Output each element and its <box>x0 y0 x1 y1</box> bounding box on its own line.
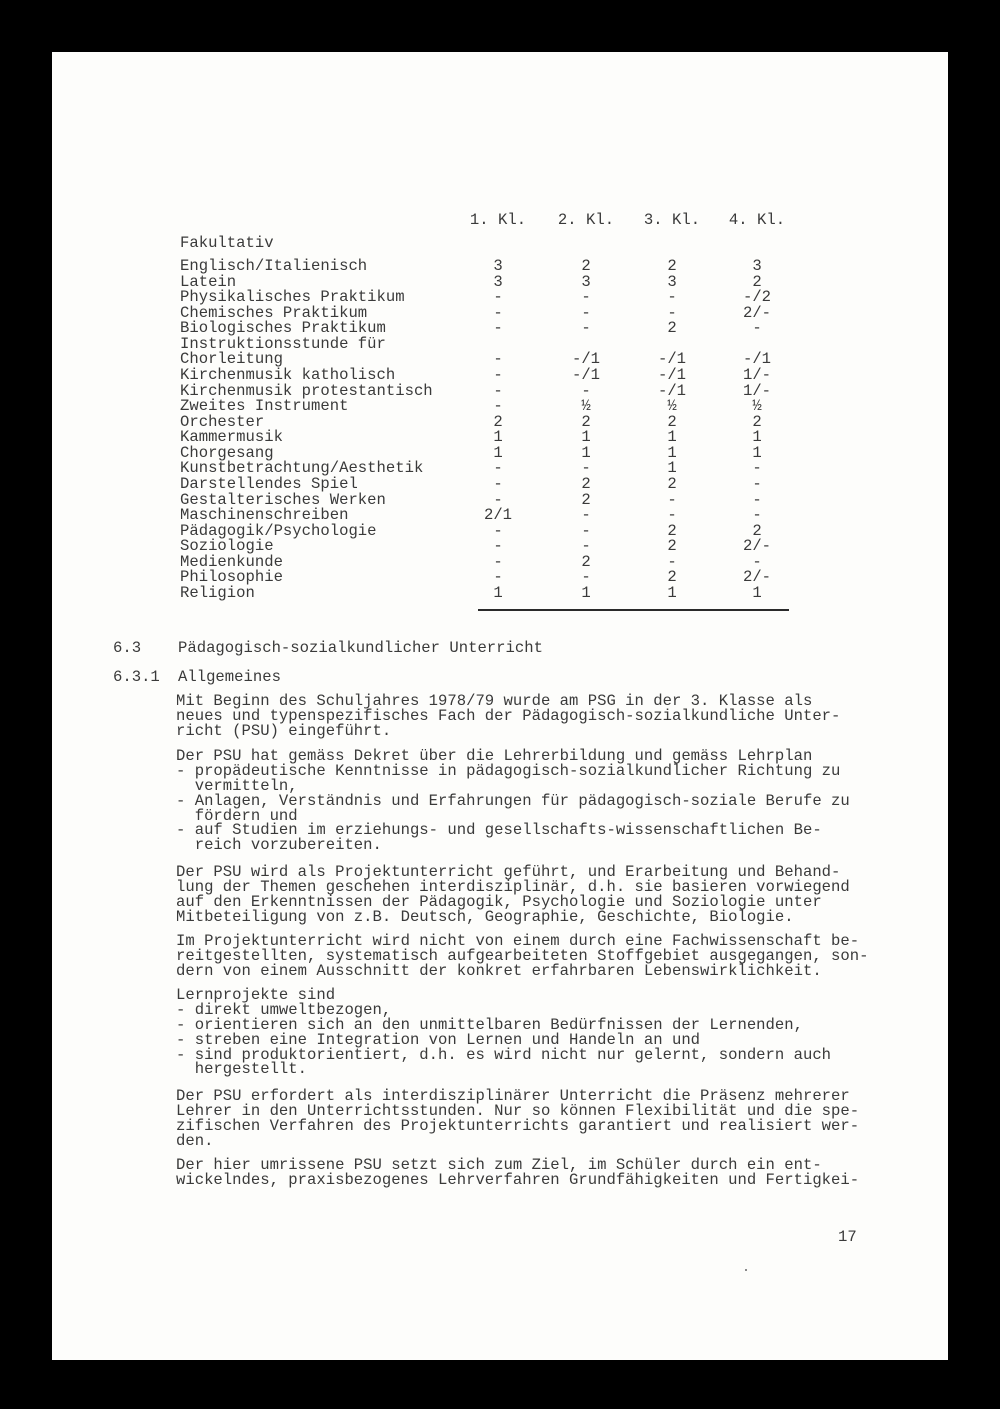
row-value: 3 <box>752 257 762 275</box>
row-value: 2 <box>667 474 677 493</box>
row-label: Soziologie <box>180 537 274 556</box>
row-value: - <box>581 288 591 307</box>
row-value: 1 <box>752 583 762 602</box>
row-value: 1 <box>667 428 677 447</box>
row-value: - <box>493 381 503 400</box>
row-value: - <box>493 365 503 384</box>
row-label: Chorleitung <box>180 350 283 369</box>
row-value: - <box>667 288 677 307</box>
row-label: Chemisches Praktikum <box>180 303 368 322</box>
text-line: reitgestellten, systematisch aufgearbeiteten Stoffgebiet ausgegangen, son- <box>176 946 869 965</box>
group-label: Fakultativ <box>180 234 274 252</box>
text-line: - auf Studien im erziehungs- und gesellschafts-wissenschaftlichen Be- <box>176 821 822 840</box>
row-label: Kunstbetrachtung/Aesthetik <box>180 459 424 478</box>
row-value: 1 <box>581 428 591 447</box>
text-line: Der PSU wird als Projektunterricht geführt, und Erarbeitung und Behand- <box>176 863 841 881</box>
text-line: Lehrer in den Unterrichtsstunden. Nur so können Flexibilität und die spe- <box>176 1101 860 1120</box>
row-label: Physikalisches Praktikum <box>180 288 405 307</box>
row-label: Orchester <box>180 412 265 431</box>
row-value: - <box>493 303 503 322</box>
row-value: 2 <box>667 537 677 556</box>
row-label: Latein <box>180 272 237 291</box>
row-value: - <box>581 506 591 525</box>
row-value: - <box>581 381 591 400</box>
column-header: 2. Kl. <box>557 211 615 229</box>
row-value: - <box>493 459 503 478</box>
table-row <box>180 583 762 602</box>
row-value: 3 <box>493 272 503 291</box>
row-value: 1 <box>581 443 591 462</box>
row-label: Pädagogik/Psychologie <box>180 521 377 540</box>
row-value: - <box>493 537 503 556</box>
column-header: 3. Kl. <box>643 211 701 229</box>
row-label: Religion <box>180 583 255 602</box>
paragraph <box>176 865 850 925</box>
row-value: - <box>752 319 762 338</box>
row-value: 3 <box>667 272 677 291</box>
row-value: 2/- <box>742 537 772 556</box>
paragraph <box>176 694 840 739</box>
column-header: 4. Kl. <box>728 211 786 229</box>
row-value: 2 <box>667 521 677 540</box>
row-value: - <box>752 552 762 571</box>
row-label: Philosophie <box>180 568 283 587</box>
row-label: Maschinenschreiben <box>180 506 349 525</box>
row-value: 2 <box>752 272 762 291</box>
row-value: ½ <box>752 397 762 416</box>
row-value: -/2 <box>742 288 772 307</box>
row-label: Biologisches Praktikum <box>180 319 386 338</box>
text-line: den. <box>176 1131 214 1150</box>
row-label: Zweites Instrument <box>180 397 349 416</box>
row-value: - <box>752 459 762 478</box>
row-value: - <box>493 474 503 493</box>
row-value: 1 <box>493 443 503 462</box>
row-value: 1 <box>667 583 677 602</box>
row-value: - <box>581 303 591 322</box>
subsection-title: Allgemeines <box>178 668 281 686</box>
row-value: 1 <box>752 428 762 447</box>
row-value: 1 <box>752 443 762 462</box>
text-line: - sind produktorientiert, d.h. es wird nicht nur gelernt, sondern auch <box>176 1045 832 1064</box>
paragraph <box>176 1158 859 1188</box>
row-value: 2 <box>667 319 677 338</box>
text-line: - Anlagen, Verständnis und Erfahrungen für pädagogisch-soziale Berufe zu <box>176 791 850 810</box>
section-title: Pädagogisch-sozialkundlicher Unterricht <box>178 639 543 657</box>
paragraph <box>176 749 850 853</box>
row-value: -/1 <box>742 350 772 369</box>
text-line: Mit Beginn des Schuljahres 1978/79 wurde am PSG in der 3. Klasse als <box>176 692 813 710</box>
text-line: reich vorzubereiten. <box>176 836 382 855</box>
row-label: Kirchenmusik protestantisch <box>180 381 433 400</box>
row-label: Instruktionsstunde für <box>180 334 386 353</box>
row-value: 1 <box>667 459 677 478</box>
text-line: Im Projektunterricht wird nicht von einem durch eine Fachwissenschaft be- <box>176 932 860 950</box>
text-line: wickelndes, praxisbezogenes Lehrverfahren Grundfähigkeiten und Fertigkei- <box>176 1170 860 1189</box>
paragraph <box>176 934 868 979</box>
row-value: 2 <box>667 257 677 275</box>
row-value: 1 <box>667 443 677 462</box>
row-value: - <box>667 506 677 525</box>
row-value: ½ <box>581 397 591 416</box>
row-value: - <box>581 568 591 587</box>
row-value: - <box>493 490 503 509</box>
text-line: fördern und <box>176 806 298 825</box>
text-line: Der PSU erfordert als interdisziplinärer Unterricht die Präsenz mehrerer <box>176 1087 850 1105</box>
page-number: 17 <box>838 1228 857 1246</box>
row-label: Medienkunde <box>180 552 283 571</box>
row-value: - <box>752 506 762 525</box>
row-value: 2/1 <box>483 506 513 525</box>
row-value: - <box>752 474 762 493</box>
row-value: - <box>493 552 503 571</box>
row-value: 2 <box>581 552 591 571</box>
text-line: Mitbeteiligung von z.B. Deutsch, Geographie, Geschichte, Biologie. <box>176 907 794 926</box>
row-value: 3 <box>493 257 503 275</box>
text-line: hergestellt. <box>176 1060 308 1079</box>
text-line: richt (PSU) eingeführt. <box>176 721 392 740</box>
text-line: - propädeutische Kenntnisse in pädagogisch-sozialkundlicher Richtung zu <box>176 761 841 780</box>
row-label: Kirchenmusik katholisch <box>180 365 396 384</box>
text-line: Der PSU hat gemäss Dekret über die Lehrerbildung und gemäss Lehrplan <box>176 747 813 765</box>
row-label: Darstellendes Spiel <box>180 474 358 493</box>
row-value: -/1 <box>571 365 601 384</box>
text-line: neues und typenspezifisches Fach der Pädagogisch-sozialkundliche Unter- <box>176 706 841 725</box>
row-value: - <box>581 459 591 478</box>
row-value: - <box>667 552 677 571</box>
row-value: 2 <box>752 521 762 540</box>
row-value: 2 <box>493 412 503 431</box>
text-line: vermitteln, <box>176 776 298 795</box>
text-line: zifischen Verfahren des Projektunterrichts garantiert und realisiert wer- <box>176 1116 860 1135</box>
row-value: - <box>581 521 591 540</box>
row-value: - <box>493 288 503 307</box>
row-label: Gestalterisches Werken <box>180 490 386 509</box>
text-line: - orientieren sich an den unmittelbaren Bedürfnissen der Lernenden, <box>176 1015 803 1034</box>
row-value: - <box>493 319 503 338</box>
subsection-number: 6.3.1 <box>113 668 160 686</box>
row-value: -/1 <box>657 365 687 384</box>
row-value: 2 <box>581 257 591 275</box>
text-line: - streben eine Integration von Lernen und Handeln an und <box>176 1030 701 1049</box>
text-line: dern von einem Ausschnitt der konkret erfahrbaren Lebenswirklichkeit. <box>176 961 822 980</box>
row-label: Englisch/Italienisch <box>180 257 368 275</box>
row-value: - <box>493 350 503 369</box>
row-value: - <box>667 303 677 322</box>
row-value: 2 <box>581 490 591 509</box>
text-line: Der hier umrissene PSU setzt sich zum Ziel, im Schüler durch ein ent- <box>176 1156 822 1174</box>
row-value: 1 <box>493 583 503 602</box>
row-value: 2 <box>581 412 591 431</box>
table-bottom-rule <box>478 609 789 611</box>
row-value: 2 <box>667 568 677 587</box>
paragraph <box>176 1089 859 1149</box>
row-value: - <box>581 319 591 338</box>
row-value: 1 <box>493 428 503 447</box>
column-header: 1. Kl. <box>469 211 527 229</box>
row-value: -/1 <box>571 350 601 369</box>
row-value: - <box>667 490 677 509</box>
row-value: - <box>752 490 762 509</box>
row-value: - <box>493 397 503 416</box>
text-line: Lernprojekte sind <box>176 986 336 1004</box>
row-label: Chorgesang <box>180 443 274 462</box>
row-value: -/1 <box>657 381 687 400</box>
row-value: 3 <box>581 272 591 291</box>
row-value: - <box>493 568 503 587</box>
row-value: 1 <box>581 583 591 602</box>
text-line: - direkt umweltbezogen, <box>176 1000 392 1019</box>
section-number: 6.3 <box>113 639 142 657</box>
row-label: Kammermusik <box>180 428 283 447</box>
row-value: -/1 <box>657 350 687 369</box>
scan-speck <box>745 1269 747 1271</box>
row-value: 2 <box>752 412 762 431</box>
row-value: 1/- <box>742 365 772 384</box>
paragraph <box>176 988 831 1077</box>
row-value: 1/- <box>742 381 772 400</box>
text-line: auf den Erkenntnissen der Pädagogik, Psychologie und Soziologie unter <box>176 892 822 911</box>
text-line: lung der Themen geschehen interdisziplinär, d.h. sie basieren vorwiegend <box>176 877 850 896</box>
row-value: ½ <box>667 397 677 416</box>
row-value: - <box>581 537 591 556</box>
row-value: 2 <box>667 412 677 431</box>
row-value: 2/- <box>742 568 772 587</box>
row-value: 2 <box>581 474 591 493</box>
row-value: 2/- <box>742 303 772 322</box>
row-value: - <box>493 521 503 540</box>
